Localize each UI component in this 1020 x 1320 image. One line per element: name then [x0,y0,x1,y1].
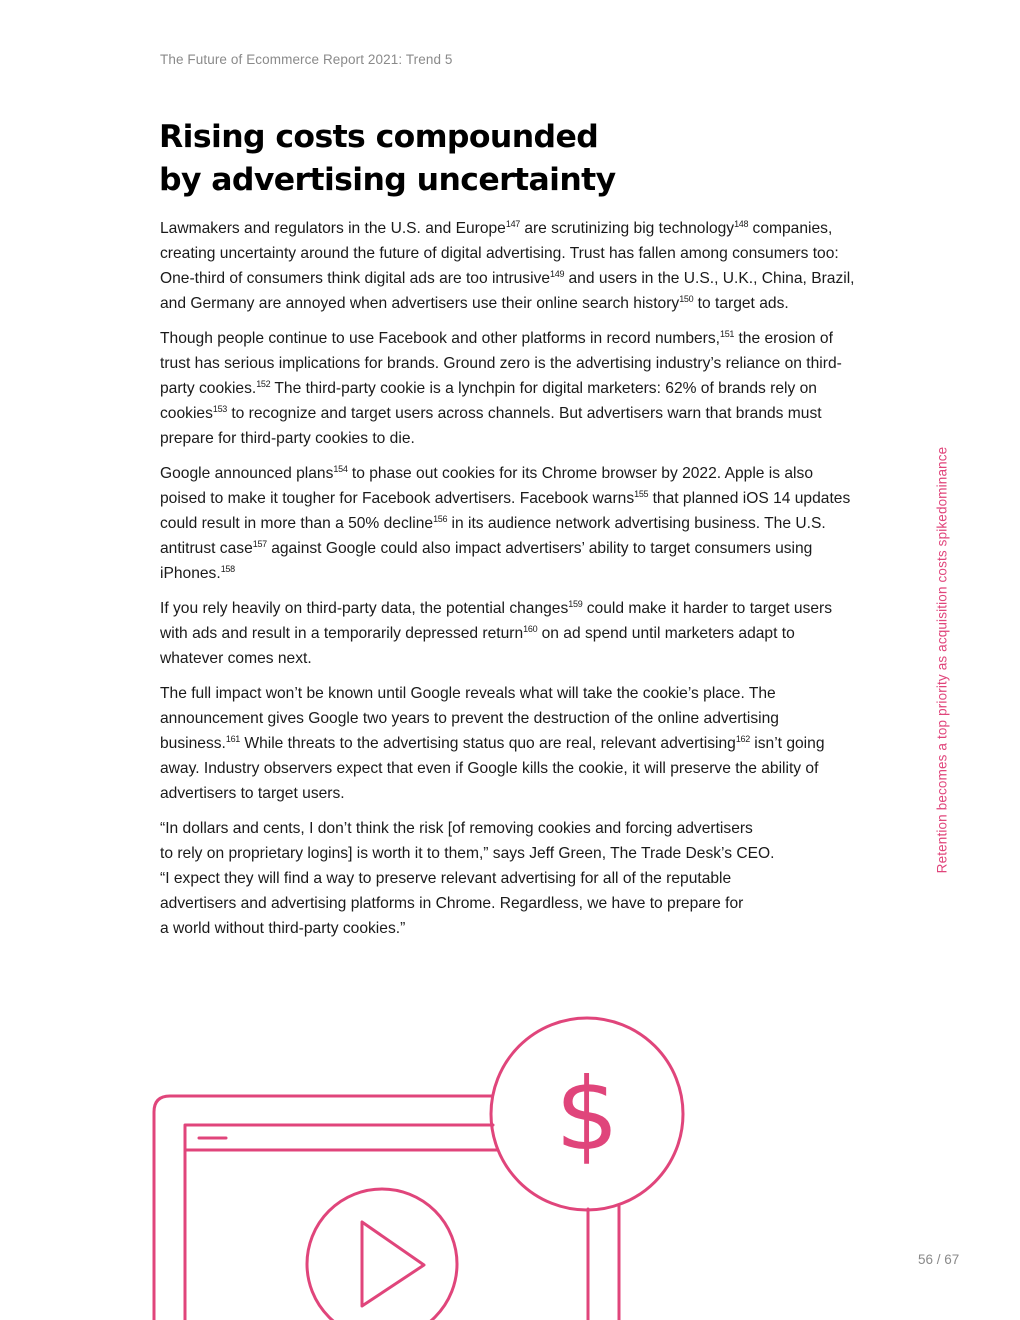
footnote-ref[interactable]: 160 [523,624,538,634]
page-number: 56 / 67 [918,1252,960,1267]
play-button-icon [307,1189,457,1320]
footnote-ref[interactable]: 147 [505,219,520,229]
footnote-ref[interactable]: 153 [212,404,227,414]
footnote-ref[interactable]: 154 [333,464,348,474]
paragraph-5: The full impact won’t be known until Google reveals what will take the cookie’s place. The announcement gives Google two years to prevent the destruction of the online advertising business.$^{161}$ While threats to the advertising status quo are real, relevant advertising$^{162}$ isn’t going away. Industry observers expect that even if Google kills the cookie, it will preserve the ability of advertisers to target users. [160,685,825,802]
running-header: The Future of Ecommerce Report 2021: Trend 5 [160,52,453,67]
paragraph-2: Though people continue to use Facebook and other platforms in record numbers,$^{151}$ the erosion of trust has serious implications for brands. Ground zero is the advertising industry’s reliance on third-party cookies.$^{152}$ The third-party cookie is a lynchpin for digital marketers: 62% of brands rely on cookies$^{153}$ to recognize and target users across channels. But advertisers warn that brands must prepare for third-party cookies to die. [160,329,842,447]
paragraph-1: Lawmakers and regulators in the U.S. and Europe$^{147}$ are scrutinizing big technology$^{148}$ companies, creating uncertainty around the future of digital advertising. Trust has fallen among consumers too: One-third of consumers think digital ads are too intrusive$^{149}$ and users in the U.S., U.K., China, Brazil, and Germany are annoyed when advertisers use their online search history$^{150}$ to target ads. [160,219,855,312]
footnote-ref[interactable]: 148 [734,219,749,229]
sidebar-vertical-label: Retention becomes a top priority as acquisition costs spikedominance [934,446,950,874]
page-title [159,116,779,202]
footnote-ref[interactable]: 161 [225,734,241,744]
footnote-ref[interactable]: 151 [719,329,735,339]
footnote-ref[interactable]: 155 [634,489,649,499]
footnote-ref[interactable]: 156 [433,514,448,524]
quote-paragraph: “In dollars and cents, I don’t think the risk [of removing cookies and forcing advertisers to rely on proprietary logins] is worth it to them,” says Jeff Green, The Trade Desk’s CEO. “I expect they will find a way to preserve relevant advertising for all of the reputable advertisers and advertising platforms in Chrome. Regardless, we have to prepare for a world without third-party cookies.” [160,820,775,937]
article-body [160,216,860,951]
browser-window-icon [154,1096,619,1320]
dollar-coin-icon [491,1018,683,1210]
footnote-ref[interactable]: 162 [735,734,750,744]
advertising-illustration [0,990,1020,1320]
footnote-ref[interactable]: 158 [220,564,235,574]
footnote-ref[interactable]: 157 [252,539,267,549]
footnote-ref[interactable]: 149 [550,269,565,279]
title-line-1: Rising costs compounded [159,119,599,155]
footnote-ref[interactable]: 159 [568,599,583,609]
title-line-2: by advertising uncertainty [159,162,616,198]
paragraph-3: Google announced plans$^{154}$ to phase out cookies for its Chrome browser by 2022. Apple is also poised to make it tougher for Facebook advertisers. Facebook warns$^{155}$ that planned iOS 14 updates could result in more than a 50% decline$^{156}$ in its audience network advertising business. The U.S. antitrust case$^{157}$ against Google could also impact advertisers’ ability to target consumers using iPhones.$^{158}$ [160,464,851,582]
paragraph-4: If you rely heavily on third-party data, the potential changes$^{159}$ could make it harder to target users with ads and result in a temporarily depressed return$^{160}$ on ad spend until marketers adapt to whatever comes next. [160,599,833,667]
dollar-sign: $ [555,1056,619,1173]
footnote-ref[interactable]: 150 [679,294,694,304]
footnote-ref[interactable]: 152 [256,379,271,389]
